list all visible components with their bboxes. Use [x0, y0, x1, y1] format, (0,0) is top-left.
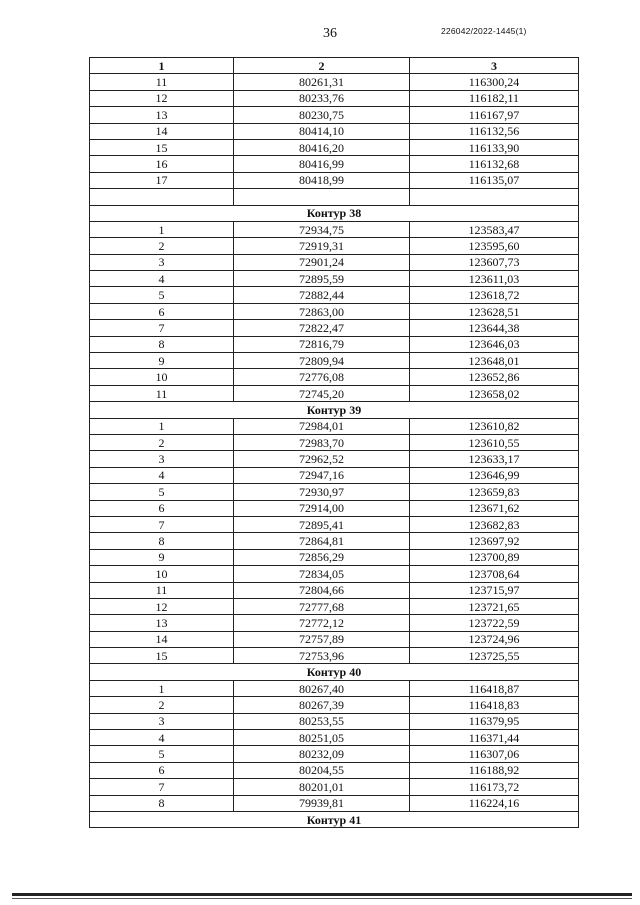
point-number-cell: 10	[90, 369, 234, 385]
footer-rule-thin	[12, 898, 632, 899]
y-coordinate-cell: 123583,47	[410, 221, 579, 237]
table-row	[90, 697, 579, 713]
point-number-cell: 4	[90, 271, 234, 287]
x-coordinate-cell: 72757,89	[234, 631, 410, 647]
x-coordinate-cell: 80201,01	[234, 779, 410, 795]
point-number-cell: 6	[90, 762, 234, 778]
table-row	[90, 385, 579, 401]
y-coordinate-cell: 116418,83	[410, 697, 579, 713]
point-number-cell: 17	[90, 172, 234, 188]
table-row	[90, 795, 579, 811]
column-header-x: 2	[234, 58, 410, 74]
x-coordinate-cell: 72745,20	[234, 385, 410, 401]
y-coordinate-cell: 116307,06	[410, 746, 579, 762]
table-row	[90, 221, 579, 237]
table-row	[90, 418, 579, 434]
y-coordinate-cell: 116132,68	[410, 156, 579, 172]
table-body	[90, 74, 579, 828]
y-coordinate-cell: 116379,95	[410, 713, 579, 729]
table-row	[90, 303, 579, 319]
y-coordinate-cell: 123628,51	[410, 303, 579, 319]
point-number-cell: 10	[90, 566, 234, 582]
x-coordinate-cell: 72863,00	[234, 303, 410, 319]
y-coordinate-cell: 116173,72	[410, 779, 579, 795]
table-row	[90, 123, 579, 139]
y-coordinate-cell: 116224,16	[410, 795, 579, 811]
y-coordinate-cell: 123644,38	[410, 320, 579, 336]
x-coordinate-cell: 72962,52	[234, 451, 410, 467]
x-coordinate-cell: 72934,75	[234, 221, 410, 237]
x-coordinate-cell: 80230,75	[234, 107, 410, 123]
point-number-cell: 12	[90, 598, 234, 614]
x-coordinate-cell: 79939,81	[234, 795, 410, 811]
y-coordinate-cell: 123659,83	[410, 484, 579, 500]
table-row	[90, 500, 579, 516]
x-coordinate-cell: 72776,08	[234, 369, 410, 385]
table-row	[90, 484, 579, 500]
section-title: Контур 38	[90, 205, 579, 221]
table-row	[90, 172, 579, 188]
table-row	[90, 615, 579, 631]
y-coordinate-cell: 123715,97	[410, 582, 579, 598]
x-coordinate-cell: 80261,31	[234, 74, 410, 90]
point-number-cell: 5	[90, 746, 234, 762]
x-coordinate-cell	[234, 189, 410, 205]
y-coordinate-cell: 116182,11	[410, 90, 579, 106]
section-title: Контур 41	[90, 811, 579, 827]
x-coordinate-cell: 72822,47	[234, 320, 410, 336]
point-number-cell: 2	[90, 697, 234, 713]
x-coordinate-cell: 80414,10	[234, 123, 410, 139]
footer-rule	[12, 893, 632, 896]
section-header-row	[90, 664, 579, 680]
x-coordinate-cell: 72901,24	[234, 254, 410, 270]
x-coordinate-cell: 80253,55	[234, 713, 410, 729]
x-coordinate-cell: 80416,99	[234, 156, 410, 172]
x-coordinate-cell: 72804,66	[234, 582, 410, 598]
x-coordinate-cell: 72856,29	[234, 549, 410, 565]
point-number-cell: 11	[90, 385, 234, 401]
y-coordinate-cell: 116135,07	[410, 172, 579, 188]
table-row	[90, 238, 579, 254]
coordinates-table	[89, 57, 579, 828]
table-row	[90, 434, 579, 450]
x-coordinate-cell: 72984,01	[234, 418, 410, 434]
point-number-cell: 13	[90, 107, 234, 123]
y-coordinate-cell: 123725,55	[410, 648, 579, 664]
x-coordinate-cell: 72895,41	[234, 516, 410, 532]
y-coordinate-cell: 116132,56	[410, 123, 579, 139]
point-number-cell: 5	[90, 484, 234, 500]
y-coordinate-cell: 123671,62	[410, 500, 579, 516]
x-coordinate-cell: 80251,05	[234, 730, 410, 746]
x-coordinate-cell: 72930,97	[234, 484, 410, 500]
table-row	[90, 549, 579, 565]
x-coordinate-cell: 80418,99	[234, 172, 410, 188]
section-header-row	[90, 811, 579, 827]
y-coordinate-cell: 123708,64	[410, 566, 579, 582]
point-number-cell: 7	[90, 516, 234, 532]
table-row	[90, 74, 579, 90]
point-number-cell: 3	[90, 254, 234, 270]
table-row	[90, 353, 579, 369]
x-coordinate-cell: 72772,12	[234, 615, 410, 631]
y-coordinate-cell: 123722,59	[410, 615, 579, 631]
section-title: Контур 40	[90, 664, 579, 680]
table-row	[90, 107, 579, 123]
point-number-cell: 2	[90, 238, 234, 254]
point-number-cell: 7	[90, 320, 234, 336]
y-coordinate-cell: 123610,82	[410, 418, 579, 434]
x-coordinate-cell: 72864,81	[234, 533, 410, 549]
point-number-cell: 4	[90, 730, 234, 746]
point-number-cell: 7	[90, 779, 234, 795]
x-coordinate-cell: 72753,96	[234, 648, 410, 664]
table-row	[90, 533, 579, 549]
table-row	[90, 369, 579, 385]
y-coordinate-cell: 123618,72	[410, 287, 579, 303]
point-number-cell: 11	[90, 582, 234, 598]
y-coordinate-cell: 123682,83	[410, 516, 579, 532]
point-number-cell: 9	[90, 549, 234, 565]
section-title: Контур 39	[90, 402, 579, 418]
table-row	[90, 189, 579, 205]
point-number-cell	[90, 189, 234, 205]
table-row	[90, 271, 579, 287]
x-coordinate-cell: 72834,05	[234, 566, 410, 582]
y-coordinate-cell: 123646,03	[410, 336, 579, 352]
x-coordinate-cell: 72914,00	[234, 500, 410, 516]
point-number-cell: 8	[90, 336, 234, 352]
table-row	[90, 467, 579, 483]
table-row	[90, 139, 579, 155]
point-number-cell: 9	[90, 353, 234, 369]
point-number-cell: 1	[90, 418, 234, 434]
y-coordinate-cell: 116133,90	[410, 139, 579, 155]
table-row	[90, 320, 579, 336]
point-number-cell: 8	[90, 533, 234, 549]
x-coordinate-cell: 72809,94	[234, 353, 410, 369]
table-row	[90, 713, 579, 729]
x-coordinate-cell: 80267,40	[234, 680, 410, 696]
table-row	[90, 582, 579, 598]
table-row	[90, 730, 579, 746]
y-coordinate-cell: 123724,96	[410, 631, 579, 647]
table-row	[90, 516, 579, 532]
x-coordinate-cell: 72983,70	[234, 434, 410, 450]
y-coordinate-cell: 123646,99	[410, 467, 579, 483]
table-row	[90, 566, 579, 582]
x-coordinate-cell: 80232,09	[234, 746, 410, 762]
table-row	[90, 631, 579, 647]
table-row	[90, 90, 579, 106]
y-coordinate-cell: 116300,24	[410, 74, 579, 90]
y-coordinate-cell: 123611,03	[410, 271, 579, 287]
table-row	[90, 287, 579, 303]
point-number-cell: 15	[90, 648, 234, 664]
table-row	[90, 648, 579, 664]
table-row	[90, 746, 579, 762]
point-number-cell: 14	[90, 123, 234, 139]
table-row	[90, 254, 579, 270]
x-coordinate-cell: 80233,76	[234, 90, 410, 106]
y-coordinate-cell: 116371,44	[410, 730, 579, 746]
section-header-row	[90, 205, 579, 221]
point-number-cell: 2	[90, 434, 234, 450]
y-coordinate-cell: 123595,60	[410, 238, 579, 254]
point-number-cell: 3	[90, 713, 234, 729]
x-coordinate-cell: 72947,16	[234, 467, 410, 483]
point-number-cell: 6	[90, 500, 234, 516]
table-row	[90, 336, 579, 352]
table-row	[90, 762, 579, 778]
x-coordinate-cell: 80416,20	[234, 139, 410, 155]
point-number-cell: 14	[90, 631, 234, 647]
point-number-cell: 16	[90, 156, 234, 172]
point-number-cell: 13	[90, 615, 234, 631]
document-id: 226042/2022-1445(1)	[441, 26, 527, 36]
x-coordinate-cell: 72816,79	[234, 336, 410, 352]
y-coordinate-cell: 123610,55	[410, 434, 579, 450]
y-coordinate-cell: 116188,92	[410, 762, 579, 778]
x-coordinate-cell: 80267,39	[234, 697, 410, 713]
y-coordinate-cell: 123633,17	[410, 451, 579, 467]
y-coordinate-cell: 116418,87	[410, 680, 579, 696]
x-coordinate-cell: 72777,68	[234, 598, 410, 614]
y-coordinate-cell: 123607,73	[410, 254, 579, 270]
table-row	[90, 451, 579, 467]
x-coordinate-cell: 80204,55	[234, 762, 410, 778]
column-header-point: 1	[90, 58, 234, 74]
y-coordinate-cell: 123648,01	[410, 353, 579, 369]
table-row	[90, 680, 579, 696]
point-number-cell: 1	[90, 221, 234, 237]
x-coordinate-cell: 72895,59	[234, 271, 410, 287]
table-row	[90, 156, 579, 172]
point-number-cell: 4	[90, 467, 234, 483]
table-row	[90, 779, 579, 795]
point-number-cell: 11	[90, 74, 234, 90]
table-row	[90, 598, 579, 614]
point-number-cell: 8	[90, 795, 234, 811]
y-coordinate-cell: 123697,92	[410, 533, 579, 549]
x-coordinate-cell: 72882,44	[234, 287, 410, 303]
y-coordinate-cell: 123721,65	[410, 598, 579, 614]
point-number-cell: 1	[90, 680, 234, 696]
point-number-cell: 5	[90, 287, 234, 303]
y-coordinate-cell: 123658,02	[410, 385, 579, 401]
y-coordinate-cell: 123652,86	[410, 369, 579, 385]
y-coordinate-cell: 123700,89	[410, 549, 579, 565]
x-coordinate-cell: 72919,31	[234, 238, 410, 254]
point-number-cell: 3	[90, 451, 234, 467]
table-header-row	[90, 58, 579, 74]
column-header-y: 3	[410, 58, 579, 74]
y-coordinate-cell	[410, 189, 579, 205]
page-number: 36	[323, 26, 337, 41]
y-coordinate-cell: 116167,97	[410, 107, 579, 123]
section-header-row	[90, 402, 579, 418]
point-number-cell: 6	[90, 303, 234, 319]
point-number-cell: 12	[90, 90, 234, 106]
point-number-cell: 15	[90, 139, 234, 155]
